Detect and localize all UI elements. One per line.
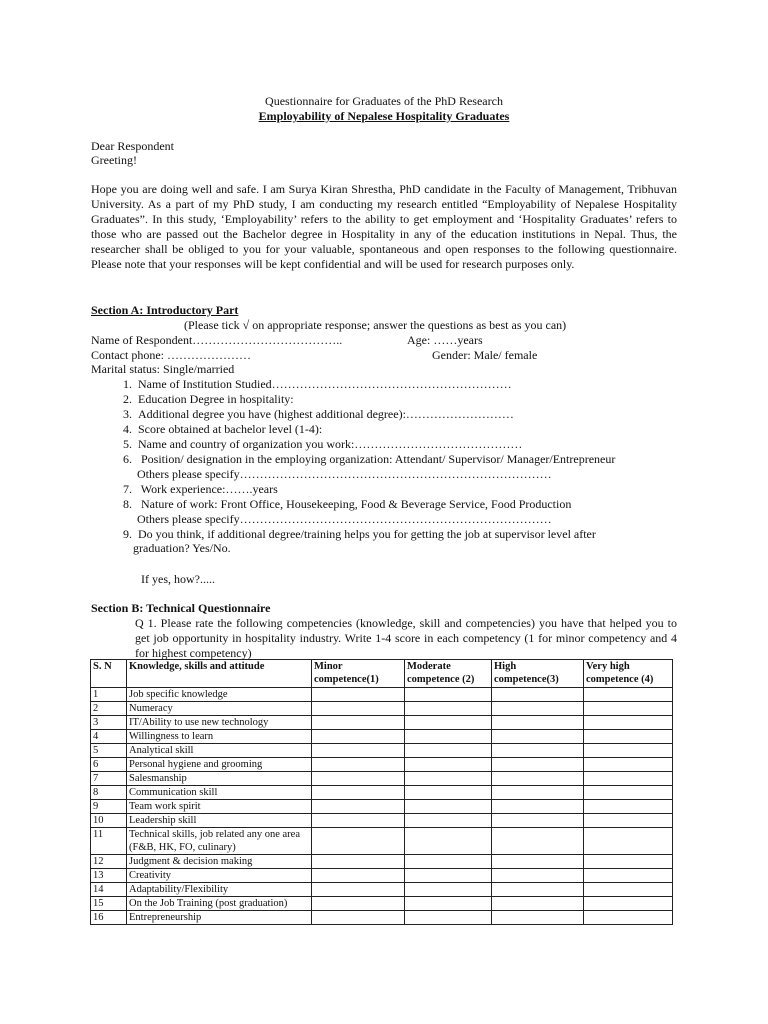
question-text: Work experience:…….years	[138, 482, 278, 496]
rating-cell-moderate[interactable]	[405, 855, 492, 869]
rating-cell-very-high[interactable]	[584, 883, 673, 897]
rating-cell-high[interactable]	[492, 758, 584, 772]
row-skill: Technical skills, job related any one area (F&B, HK, FO, culinary)	[127, 828, 312, 855]
table-row	[91, 716, 673, 730]
rating-cell-high[interactable]	[492, 786, 584, 800]
rating-cell-moderate[interactable]	[405, 800, 492, 814]
row-sn: 16	[91, 911, 127, 925]
row-skill: Adaptability/Flexibility	[127, 883, 312, 897]
table-row	[91, 897, 673, 911]
row-sn: 15	[91, 897, 127, 911]
row-sn: 8	[91, 786, 127, 800]
rating-cell-high[interactable]	[492, 716, 584, 730]
rating-cell-minor[interactable]	[312, 855, 405, 869]
rating-cell-very-high[interactable]	[584, 855, 673, 869]
rating-cell-minor[interactable]	[312, 814, 405, 828]
rating-cell-minor[interactable]	[312, 883, 405, 897]
header-sn: S. N	[91, 660, 127, 688]
gender-field[interactable]: Gender: Male/ female	[432, 348, 538, 362]
question-item[interactable]	[133, 541, 231, 556]
header-high: High competence(3)	[492, 660, 584, 688]
rating-cell-moderate[interactable]	[405, 716, 492, 730]
row-sn: 14	[91, 883, 127, 897]
question-number: 2.	[123, 392, 132, 406]
question-number: 5.	[123, 437, 132, 451]
contact-phone-field[interactable]: Contact phone: …………………	[91, 348, 251, 362]
question-number: 8.	[123, 497, 132, 511]
question-text: Others please specify……………………………………………………………………	[137, 512, 552, 526]
rating-cell-very-high[interactable]	[584, 716, 673, 730]
greeting: Greeting!	[91, 153, 137, 167]
question-number: 4.	[123, 422, 132, 436]
rating-cell-high[interactable]	[492, 744, 584, 758]
rating-cell-very-high[interactable]	[584, 772, 673, 786]
header-minor: Minor competence(1)	[312, 660, 405, 688]
section-a-instruction: (Please tick √ on appropriate response; answer the questions as best as you can)	[184, 318, 567, 332]
row-skill: Job specific knowledge	[127, 688, 312, 702]
rating-cell-very-high[interactable]	[584, 800, 673, 814]
question-number: 1.	[123, 377, 132, 391]
table-row	[91, 702, 673, 716]
rating-cell-moderate[interactable]	[405, 688, 492, 702]
rating-cell-moderate[interactable]	[405, 772, 492, 786]
research-title: Employability of Nepalese Hospitality Graduates	[258, 109, 510, 123]
row-skill: IT/Ability to use new technology	[127, 716, 312, 730]
question-number: 3.	[123, 407, 132, 421]
row-sn: 1	[91, 688, 127, 702]
rating-cell-minor[interactable]	[312, 800, 405, 814]
question-item[interactable]	[112, 407, 514, 422]
rating-cell-very-high[interactable]	[584, 702, 673, 716]
question-item[interactable]	[112, 452, 615, 467]
rating-cell-high[interactable]	[492, 869, 584, 883]
rating-cell-moderate[interactable]	[405, 828, 492, 855]
rating-cell-very-high[interactable]	[584, 897, 673, 911]
rating-cell-high[interactable]	[492, 800, 584, 814]
rating-cell-minor[interactable]	[312, 869, 405, 883]
question-text: Position/ designation in the employing organization: Attendant/ Supervisor/ Manager/Entrepreneur	[138, 452, 616, 466]
table-row	[91, 814, 673, 828]
table-row	[91, 730, 673, 744]
rating-cell-high[interactable]	[492, 911, 584, 925]
row-skill: Judgment & decision making	[127, 855, 312, 869]
table-header-row	[91, 660, 673, 688]
intro-paragraph: Hope you are doing well and safe. I am Surya Kiran Shrestha, PhD candidate in the Faculty of Management, Tribhuvan University. As a part of my PhD study, I am conducting my research entitled “Employability of Nepalese Hospitality Graduates”. In this study, ‘Employability’ refers to the ability to get employment and ‘Hospitality Graduates’ refers to those who are passed out the Bachelor degree in Hospitality in any of the education institutions in Nepal. Thus, the researcher shall be obliged to you for your valuable, spontaneous and open responses to the following questionnaire. Please note that your responses will be kept confidential and will be used for research purposes only.	[91, 182, 677, 271]
question-text: graduation? Yes/No.	[133, 541, 231, 555]
question-text: Score obtained at bachelor level (1-4):	[138, 422, 323, 436]
question-item[interactable]	[112, 497, 571, 512]
age-field[interactable]: Age: ……years	[407, 333, 483, 347]
question-item[interactable]	[137, 467, 552, 482]
rating-cell-very-high[interactable]	[584, 730, 673, 744]
table-row	[91, 688, 673, 702]
question-item[interactable]	[112, 422, 322, 437]
rating-cell-moderate[interactable]	[405, 869, 492, 883]
row-sn: 4	[91, 730, 127, 744]
row-sn: 11	[91, 828, 127, 855]
rating-cell-high[interactable]	[492, 688, 584, 702]
rating-cell-moderate[interactable]	[405, 744, 492, 758]
rating-cell-minor[interactable]	[312, 744, 405, 758]
table-row	[91, 869, 673, 883]
row-sn: 10	[91, 814, 127, 828]
table-row	[91, 883, 673, 897]
question-text: Education Degree in hospitality:	[138, 392, 294, 406]
rating-cell-moderate[interactable]	[405, 897, 492, 911]
rating-cell-very-high[interactable]	[584, 688, 673, 702]
respondent-name-field[interactable]: Name of Respondent………………………………..	[91, 333, 343, 347]
rating-cell-very-high[interactable]	[584, 814, 673, 828]
question-text: Others please specify……………………………………………………………………	[137, 467, 552, 481]
question-text: Additional degree you have (highest additional degree):………………………	[138, 407, 514, 421]
rating-cell-minor[interactable]	[312, 786, 405, 800]
rating-cell-moderate[interactable]	[405, 911, 492, 925]
rating-cell-high[interactable]	[492, 883, 584, 897]
header-moderate: Moderate competence (2)	[405, 660, 492, 688]
rating-cell-high[interactable]	[492, 702, 584, 716]
header-skill: Knowledge, skills and attitude	[127, 660, 312, 688]
row-skill: Communication skill	[127, 786, 312, 800]
header-very-high: Very high competence (4)	[584, 660, 673, 688]
table-row	[91, 772, 673, 786]
table-row	[91, 758, 673, 772]
rating-cell-minor[interactable]	[312, 897, 405, 911]
row-sn: 2	[91, 702, 127, 716]
section-b-heading: Section B: Technical Questionnaire	[91, 601, 271, 615]
if-yes-how[interactable]: If yes, how?.....	[141, 572, 215, 586]
row-skill: Salesmanship	[127, 772, 312, 786]
question-item[interactable]	[112, 527, 596, 542]
rating-cell-moderate[interactable]	[405, 883, 492, 897]
question-text: Name of Institution Studied……………………………………………………	[138, 377, 512, 391]
table-row	[91, 855, 673, 869]
rating-cell-moderate[interactable]	[405, 786, 492, 800]
rating-cell-minor[interactable]	[312, 911, 405, 925]
rating-cell-high[interactable]	[492, 855, 584, 869]
table-row	[91, 744, 673, 758]
row-sn: 13	[91, 869, 127, 883]
row-skill: Creativity	[127, 869, 312, 883]
rating-cell-moderate[interactable]	[405, 730, 492, 744]
question-number: 9.	[123, 527, 132, 541]
row-skill: Personal hygiene and grooming	[127, 758, 312, 772]
question-item[interactable]	[112, 437, 522, 452]
row-sn: 12	[91, 855, 127, 869]
question-text: Name and country of organization you work:……………………………………	[138, 437, 523, 451]
rating-cell-very-high[interactable]	[584, 869, 673, 883]
rating-cell-high[interactable]	[492, 897, 584, 911]
rating-cell-very-high[interactable]	[584, 911, 673, 925]
document-title: Questionnaire for Graduates of the PhD Research	[265, 94, 503, 108]
rating-cell-high[interactable]	[492, 814, 584, 828]
rating-cell-high[interactable]	[492, 730, 584, 744]
rating-cell-minor[interactable]	[312, 772, 405, 786]
question-item[interactable]	[112, 392, 294, 407]
question-item[interactable]	[112, 482, 278, 497]
rating-cell-moderate[interactable]	[405, 758, 492, 772]
table-row	[91, 786, 673, 800]
question-1: Q 1. Please rate the following competencies (knowledge, skill and competencies) you have that helped you to get job opportunity in hospitality industry. Write 1-4 score in each competency (1 for minor competency and 4 for highest competency)	[135, 616, 677, 660]
question-item[interactable]	[137, 512, 552, 527]
row-sn: 7	[91, 772, 127, 786]
rating-cell-high[interactable]	[492, 772, 584, 786]
rating-cell-minor[interactable]	[312, 758, 405, 772]
rating-cell-minor[interactable]	[312, 716, 405, 730]
question-item[interactable]	[112, 377, 512, 392]
table-row	[91, 800, 673, 814]
row-skill: Entrepreneurship	[127, 911, 312, 925]
question-number: 7.	[123, 482, 132, 496]
rating-cell-moderate[interactable]	[405, 814, 492, 828]
rating-cell-very-high[interactable]	[584, 786, 673, 800]
rating-cell-minor[interactable]	[312, 828, 405, 855]
rating-cell-high[interactable]	[492, 828, 584, 855]
question-text: Do you think, if additional degree/training helps you for getting the job at supervisor level after	[138, 527, 596, 541]
row-skill: Team work spirit	[127, 800, 312, 814]
row-sn: 9	[91, 800, 127, 814]
competency-table	[90, 659, 673, 925]
table-row	[91, 911, 673, 925]
row-skill: Analytical skill	[127, 744, 312, 758]
row-sn: 5	[91, 744, 127, 758]
row-skill: Leadership skill	[127, 814, 312, 828]
row-skill: On the Job Training (post graduation)	[127, 897, 312, 911]
rating-cell-very-high[interactable]	[584, 744, 673, 758]
row-skill: Willingness to learn	[127, 730, 312, 744]
rating-cell-minor[interactable]	[312, 702, 405, 716]
row-skill: Numeracy	[127, 702, 312, 716]
table-row	[91, 828, 673, 855]
rating-cell-very-high[interactable]	[584, 758, 673, 772]
rating-cell-very-high[interactable]	[584, 828, 673, 855]
row-sn: 6	[91, 758, 127, 772]
question-text: Nature of work: Front Office, Housekeeping, Food & Beverage Service, Food Production	[138, 497, 572, 511]
section-a-heading: Section A: Introductory Part	[91, 303, 239, 317]
marital-status-field[interactable]: Marital status: Single/married	[91, 362, 235, 376]
rating-cell-minor[interactable]	[312, 730, 405, 744]
salutation: Dear Respondent	[91, 139, 174, 153]
rating-cell-minor[interactable]	[312, 688, 405, 702]
row-sn: 3	[91, 716, 127, 730]
question-number: 6.	[123, 452, 132, 466]
rating-cell-moderate[interactable]	[405, 702, 492, 716]
